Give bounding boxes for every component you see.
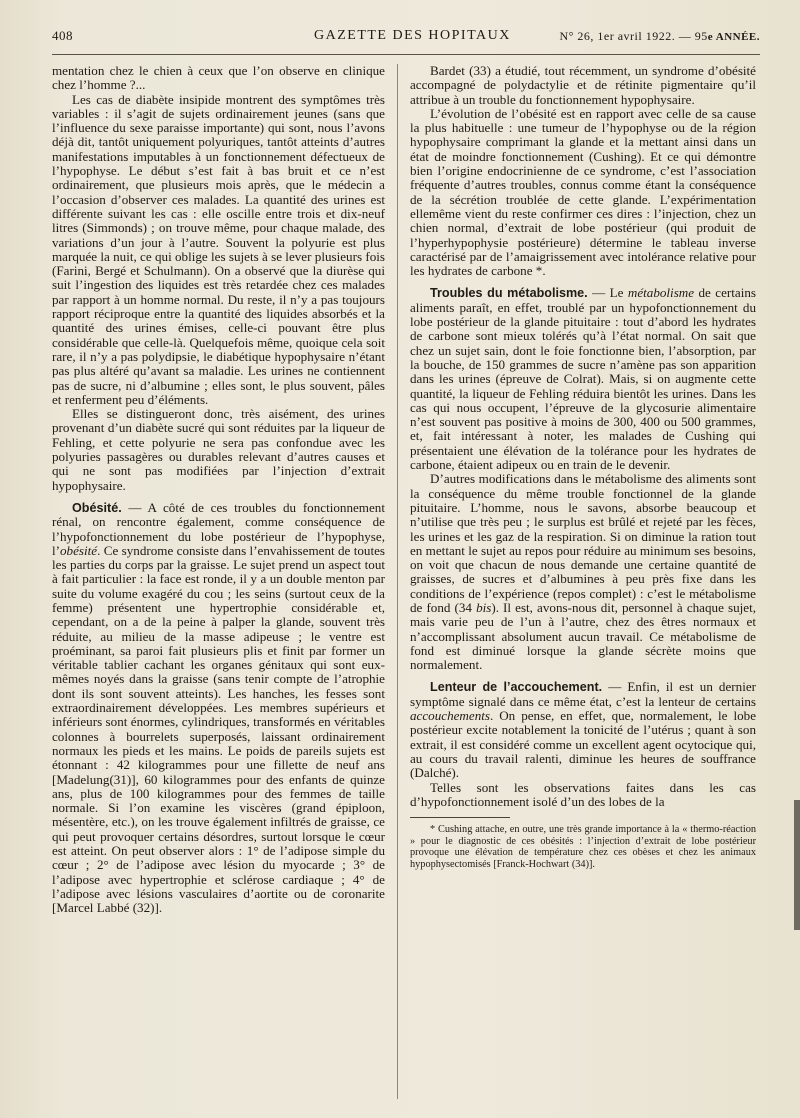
column-divider: [397, 64, 398, 1099]
footnote-rule: [410, 817, 510, 818]
paragraph: D’autres modifications dans le métabolisme des aliments sont la conséquence du même trouble fonctionnel de la glande pituitaire. L’homme, nous le savons, absorbe beaucoup et n’utilise que très peu ; le surplus est brûlé et rejeté par les fèces, les urines et les gaz de la respiration. Si on diminue la ration tout en mettant le sujet au repos pour réduire au minimum ses besoins, on voit que chacun de nous demande une certaine quantité de graisses, de sucres et d’albumines à peu près fixe dans les conditions de l’expérience (repos complet) : c’est le métabolisme de fond (34 bis). Il est, avons-nous dit, personnel à chaque sujet, mais varie peu de l’un à l’autre, chez des êtres normaux et n’accomplissant absolument aucun travail. Ce métabolisme de fond est diminué lorsque la glande sécrète moins que normalement.: [410, 471, 756, 673]
paragraph: Lenteur de l’accouchement. — Enfin, il est un dernier symptôme signalé dans ce même état, c’est la lenteur de certains accouchements. On pense, en effet, que, normalement, le lobe postérieur excite notablement la tonicité de l’utérus ; quant à son extrait, il est considéré comme un excellent agent ocytocique qui, au cours du travail ralenti, diminue les heures de souffrance (Dalché).: [410, 679, 757, 781]
section-heading-obesite: Obésité.: [72, 500, 122, 515]
section-heading-accouchement: Lenteur de l’accouchement.: [430, 680, 603, 695]
paragraph: Elles se distingueront donc, très aisément, des urines provenant d’un diabète sucré qui sont réduites par la liqueur de Fehling, et cette polyurie ne sera pas confondue avec les polyuries passagères ou durables relevant d’autres causes et qui ne sont pas modifiées par l’injection d’extrait hypophysaire.: [52, 406, 385, 493]
paragraph: Troubles du métabolisme. — Le métabolisme de certains aliments paraît, en effet, troublé par un hypofonctionnement du lobe postérieur de la glande pituitaire : tout d’abord les hydrates de carbone sont mieux tolérés qu’à l’état normal. On sait que chez un sujet sain, dont le foie fonctionne bien, l’absorption, par la bouche, de 150 grammes de sucre n’amène pas son apparition dans les urines (épreuve de Colrat). Mais, si on augmente cette quantité, la liqueur de Fehling réduira bientôt les urines. Dans les cas qui nous occupent, l’épreuve de la glycosurie alimentaire n’est souvent pas positive à moins de 300, 400 ou 500 grammes, et, fait intéressant à noter, les malades de Cushing qui présentaient une élévation de la tolérance pour les hydrates de carbone, étaient adipeux ou en train de le devenir.: [410, 285, 756, 473]
issue-date: N° 26, 1er avril 1922. — 95: [559, 29, 708, 43]
page-header: [52, 24, 760, 50]
page-number: 408: [52, 28, 73, 43]
section-heading-metabolisme: Troubles du métabolisme.: [430, 286, 588, 301]
header-rule: [52, 54, 760, 55]
paragraph: Bardet (33) a étudié, tout récemment, un syndrome d’obésité accompagné de polydactylie et de rétinite pigmentaire qu’il attribue à un trouble du fonctionnement hypophysaire.: [410, 63, 756, 107]
paragraph: Obésité. — A côté de ces troubles du fonctionnement rénal, on rencontre également, comme conséquence de l’hypofonctionnement du lobe postérieur de l’hypophyse, l’obésité. Ce syndrome consiste dans l’envahissement de toutes les parties du corps par la graisse. Le sujet prend un aspect tout à fait particulier : la face est ronde, il y a un double menton par suite du volume exagéré du cou ; les seins (surtout ceux de la femme) présentent une hypertrophie considérable et, cependant, on a de la peine à palper la glande, souvent très réduite, au milieu de la masse adipeuse ; le ventre est proéminant, sa paroi fait plusieurs plis et finit par former un véritable tablier cachant les organes génitaux qui sont eux-mêmes noyés dans la graisse (sans tenir compte de l’atrophie dont ils sont souvent atteints). Les hanches, les fesses sont extraordinairement développées. Les membres supérieurs et inférieurs sont énormes, cylindriques, transformés en véritables colonnes à bourrelets superposés, laissant ordinairement normaux les pieds et les mains. Le poids de pareils sujets est étonnant : 42 kilogrammes pour une fillette de neuf ans [Madelung(31)], 60 kilogrammes pour des enfants de quinze ans, plus de 100 kilogrammes pour des femmes de taille normale. Si l’on examine les viscères (grand épiploon, mésentère, etc.), on les trouve également infiltrés de graisse, ce qui peut provoquer certains désordres, surtout lorsque le cœur est atteint. On peut observer alors : 1° de l’adipose simple du cœur ; 2° de l’adipose avec lésion du myocarde ; 3° de l’adipose avec hypertrophie et sclérose cardiaque ; 4° de l’adipose avec lésions vasculaires d’aortite ou de coronarite [Marcel Labbé (32)].: [52, 499, 385, 916]
page-edge-shadow: [794, 800, 800, 930]
journal-title: GAZETTE DES HOPITAUX: [314, 28, 511, 43]
paragraph: Les cas de diabète insipide montrent des symptômes très variables : il s’agit de sujets ordinairement jeunes (sans que l’influence du sexe paraisse importante) qui sont, nous l’avons déjà dit, tantôt uniquement polyuriques, tantôt atteints d’autres manifestations imputables à un fonctionnement défectueux de l’hypophyse. Le début s’est fait à bas bruit et ce n’est ordinairement, que plusieurs mois après, que le médecin a l’occasion d’observer ces malades. La quantité des urines est différente suivant les cas : elle oscille entre trois et dix-neuf litres (Simmonds) ; on trouve même, pour chaque malade, des variations d’un jour à l’autre. Souvent la polyurie est plus marquée la nuit, ce qui oblige les sujets à se lever plusieurs fois (Farini, Bergé et Schulmann). On a observé que la diurèse qui suit l’ingestion des liquides est très retardée chez ces malades par rapport à un homme normal. Du reste, il n’y a pas toujours rapport réciproque entre la quantité des liquides absorbés et la quantité des urines émises, celle-ci pouvant être plus considérable que celle-là. Quelquefois même, quoique cela soit rare, il n’y a pas polydipsie, le diabétique hypophysaire n’étant pas plus altéré qu’avant sa maladie. Les urines ne contiennent pas de sucre, ni d’albumine ; elles sont, le plus souvent, pâles et renferment peu d’éléments.: [52, 91, 385, 407]
right-column: [410, 64, 756, 871]
issue-year-suffix: e ANNÉE.: [707, 31, 760, 43]
left-column: [52, 64, 385, 916]
paragraph: Telles sont les observations faites dans les cas d’hypofonctionnement isolé d’un des lobes de la: [410, 779, 756, 809]
paragraph: mentation chez le chien à ceux que l’on observe en clinique chez l’homme ?...: [52, 63, 385, 93]
footnote: * Cushing attache, en outre, une très grande importance à la « thermo-réaction » pour le diagnostic de ces obésités : l’injection d’extrait de lobe postérieur provoque une élévation de température chez ces obèses et chez les animaux hypophysectomisés [Franck-Hochwart (34)].: [410, 824, 756, 870]
issue-info: [559, 29, 760, 44]
paragraph: L’évolution de l’obésité est en rapport avec celle de sa cause la plus habituelle : une tumeur de l’hypophyse ou de la région hypophysaire comprimant la glande et la mettant ainsi dans un état de moindre fonctionnement (Cushing). Et ce qui démontre bien l’origine endocrinienne de ce syndrome, c’est l’association fréquente d’autres troubles, connus comme étant la conséquence de la sécrétion troublée de cette glande. L’expérimentation ellemême vient du reste confirmer ces dires : l’injection, chez un chien normal, d’extrait de lobe postérieur (qui produit de l’hyperhypophysie postérieure) détermine le tableau inverse caractérisé par de l’amaigrissement avec intolérance relative pour les hydrates de carbone *.: [410, 105, 756, 279]
